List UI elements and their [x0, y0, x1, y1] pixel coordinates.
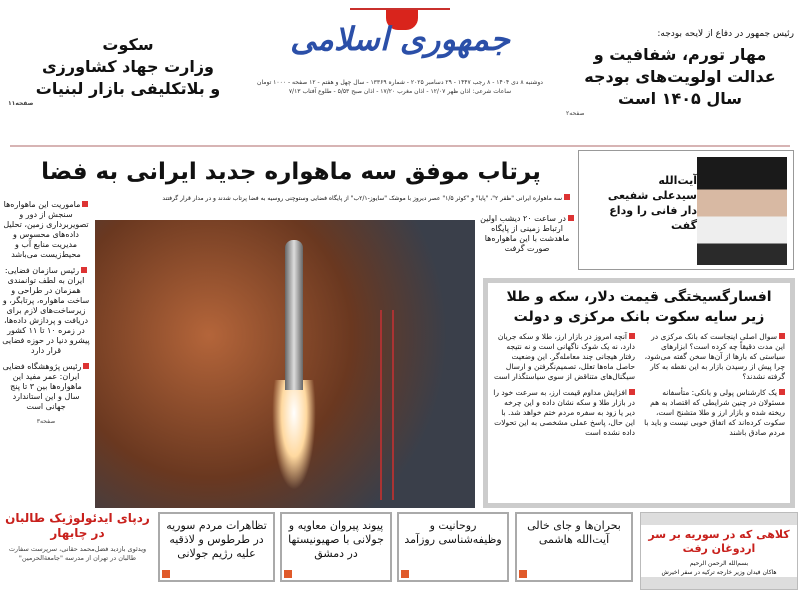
- mid-note: در ساعت ۲۰ دیشب اولین ارتباط زمینی از پایگاه ماهدشت با این ماهواره‌ها صورت گرفت: [480, 214, 574, 254]
- obituary-line: آیت‌الله: [658, 174, 697, 187]
- teaser-box[interactable]: تظاهرات مردم سوریه در طرطوس و لاذقیه علیه رژیم جولانی: [158, 512, 275, 582]
- story-body: بسم‌الله الرحمن الرحیم: [641, 559, 797, 568]
- teaser-box[interactable]: روحانیت و وظیفه‌شناسی روزآمد: [397, 512, 509, 582]
- obituary-line: سیدعلی شفیعی: [607, 189, 697, 202]
- dateline-issue: دوشنبه ۸ دی ۱۴۰۴ - ۸ رجب ۱۴۴۷ - ۲۹ دسامبر ۲۰۲۵ - شماره ۱۳۳۶۹ - سال چهل و هفتم - ۱۲ صفحه - ۱۰۰۰ تومان: [257, 79, 543, 86]
- obituary-line: دار فانی را وداع گفت: [609, 204, 697, 232]
- page-ref: صفحه۱۱: [8, 100, 34, 107]
- headline-line: سال ۱۴۰۵ است: [618, 89, 742, 108]
- teaser-box[interactable]: بحران‌ها و جای خالی آیت‌الله هاشمی: [515, 512, 633, 582]
- economy-story[interactable]: افسارگسیختگی قیمت دلار، سکه و طلا زیر سایه سکوت بانک مرکزی و دولت آنچه امروز در بازار ارز، طلا و سکه جریان دارد، نه یک شوک ناگهانی است و نه نتیجه رفتار هیجانی چند معامله‌گر. این وضعیت حاصل ماه‌ها تعلل، تصمیم‌نگرفتن و ارسال سیگنال‌های متناقض از سوی سیاستگذار است افزایش مداوم قیمت ارز، به سرعت خود را در بازار طلا و سکه نشان داده و این چرخه دیر یا زود به سفره مردم ختم خواهد شد. با این حال، پاسخ عملی مشخصی به این تحولات داده نشده است سوال اصلی اینجاست که بانک مرکزی در این مدت دقیقاً چه کرده است؟ ابزارهای سیاستی که بارها از آن‌ها سخن گفته می‌شود، چرا پیش از رسیدن بازار به این نقطه به کار گرفته نشدند؟ یک کارشناس پولی و بانکی: متأسفانه مسئولان در چنین شرایطی که اقتصاد به هم ریخته شده و بازار ارز و طلا متشنج است، سکوت کرده‌اند که اتفاق خوبی نیست و باید با مردم صادق باشند: [483, 278, 795, 508]
- headline-left[interactable]: [8, 34, 248, 108]
- dateline: [255, 78, 545, 96]
- divider: [10, 145, 790, 147]
- page-badge: [284, 570, 292, 578]
- photo-caption: سه ماهواره ایرانی "ظفر ۲"، "پایا" و "کوثر ۱/۵" عصر دیروز با موشک "سایوز-۲/۱ب" از پایگاه فضایی وستوچنی روسیه به فضا پرتاب شدند و در مدار قرار گرفتند: [95, 194, 570, 203]
- teaser-box[interactable]: پیوند پیروان معاویه و جولانی با صهیونیستها در دمشق: [280, 512, 392, 582]
- story-title: کلاهی که در سوریه بر سر اردوغان رفت: [641, 525, 797, 559]
- story-body: هاکان فیدان وزیر خارجه ترکیه در سفر اخیرش: [641, 568, 797, 577]
- main-headline[interactable]: پرتاب موفق سه ماهواره جدید ایرانی به فضا: [41, 159, 541, 185]
- page-badge: [401, 570, 409, 578]
- story-title: ردپای ایدئولوژیک طالبان در چابهار: [5, 511, 150, 540]
- headline-line: وزارت جهاد کشاورزی: [41, 57, 214, 76]
- headline-right[interactable]: [566, 28, 794, 118]
- headline-line: مهار تورم، شفافیت و: [593, 45, 767, 64]
- kicker: رئیس جمهور در دفاع از لایحه بودجه:: [657, 29, 794, 39]
- rocket-launch-photo[interactable]: [95, 220, 475, 508]
- masthead-logo: [262, 8, 538, 70]
- obituary-box[interactable]: [578, 150, 794, 270]
- page-badge: [519, 570, 527, 578]
- taliban-story[interactable]: [5, 511, 150, 563]
- headline-line: سکوت: [102, 35, 154, 54]
- masthead-name: جمهوری اسلامی: [290, 20, 510, 58]
- turkey-editorial[interactable]: [640, 512, 798, 590]
- headline-line: و بلاتکلیفی بازار لبنیات: [35, 79, 221, 98]
- side-notes: ماموریت این ماهواره‌ها سنجش از دور و تصویربرداری زمین، تحلیل داده‌های محسوس و مدیریت منابع آب و محیط‌زیست می‌باشد رئیس سازمان فضایی: ایران به لطف توانمندی همزمان در طراحی و ساخت ماهواره، پرتابگر، و زیرساخت‌های لازم برای دریافت و پردازش داده‌ها، در زمره ۱۰ تا ۱۱ کشور پیشرو دنیا در حوزه فضایی قرار دارد رئیس پژوهشگاه فضایی ایران: عمر مفید این ماهواره‌ها بین ۳ تا پنج سال و این استاندارد جهانی است صفحه۳: [2, 200, 90, 425]
- page-ref: صفحه۲: [566, 110, 585, 117]
- headline-line: عدالت اولویت‌های بودجه: [584, 67, 776, 86]
- story-body: ویدئوی بازدید فضل‌محمد حقانی، سرپرست سفارت طالبان در تهران از مدرسه "جامعةالحرمین": [8, 545, 147, 562]
- dateline-prayer-times: ساعات شرعی: اذان ظهر ۱۲/۰۷ - اذان مغرب ۱۷/۲۰ - اذان صبح ۵/۵۳ - طلوع آفتاب ۷/۱۳: [288, 88, 512, 95]
- page-ref: صفحه۳: [36, 418, 56, 425]
- economy-title: زیر سایه سکوت بانک مرکزی و دولت: [513, 309, 765, 325]
- portrait-photo: [697, 157, 787, 265]
- page-badge: [162, 570, 170, 578]
- economy-title: افسارگسیختگی قیمت دلار، سکه و طلا: [506, 289, 772, 305]
